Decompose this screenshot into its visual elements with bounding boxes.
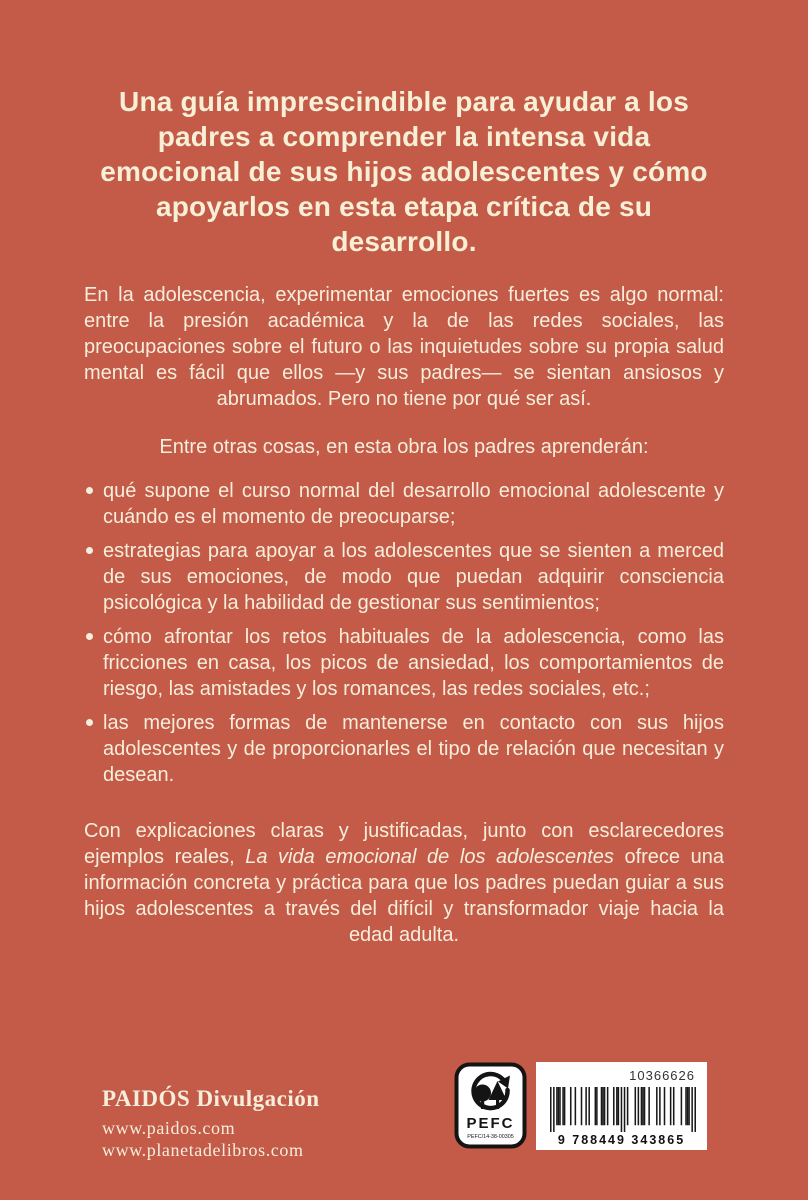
- publisher-logo: PAIDÓS Divulgación: [102, 1086, 320, 1111]
- bullet-item: [84, 538, 724, 616]
- bullet-list: [84, 478, 724, 788]
- pefc-code: PEFC/14-38-00305: [467, 1134, 514, 1140]
- bullet-item: [84, 710, 724, 788]
- publisher-url-1: www.paidos.com: [102, 1118, 236, 1138]
- barcode-product-code: 10366626: [629, 1068, 695, 1083]
- closing-before: Con explicaciones claras y justificadas, junto con esclarecedores ejemplos reales,: [84, 820, 724, 868]
- cover-text-block: [84, 0, 724, 948]
- bullet-icon: [86, 633, 93, 640]
- lead-line: Entre otras cosas, en esta obra los padres aprenderán:: [159, 436, 649, 458]
- bullet-icon: [86, 487, 93, 494]
- bullet-item: [84, 624, 724, 702]
- bullet-text: qué supone el curso normal del desarrollo emocional adolescente y cuándo es el momento de preocuparse;: [103, 480, 724, 528]
- pefc-label: PEFC: [466, 1115, 515, 1132]
- bullet-item: [84, 478, 724, 530]
- barcode-bars-icon: [550, 1087, 696, 1132]
- closing-paragraph: [84, 818, 724, 948]
- headline: Una guía imprescindible para ayudar a los padres a comprender la intensa vida emocional de sus hijos adolescentes y cómo apoyarlos en esta etapa crítica de su desarrollo.: [100, 86, 708, 257]
- closing-after: ofrece una información concreta y práctica para que los padres puedan guiar a sus hijos adolescentes a través del difícil y transformador viaje hacia la edad adulta.: [84, 846, 724, 946]
- publisher-url-2: www.planetadelibros.com: [102, 1140, 304, 1160]
- intro-paragraph: En la adolescencia, experimentar emociones fuertes es algo normal: entre la presión académica y la de las redes sociales, las preocupaciones sobre el futuro o las inquietudes sobre su propia salud mental es fácil que ellos —y sus padres— se sientan ansiosos y abrumados. Pero no tiene por qué ser así.: [84, 284, 724, 410]
- bullet-icon: [86, 719, 93, 726]
- bullet-text: cómo afrontar los retos habituales de la adolescencia, como las fricciones en casa, los picos de ansiedad, los comportamientos de riesgo, las amistades y los romances, las redes sociales, etc.;: [103, 626, 724, 700]
- barcode: [536, 1062, 707, 1150]
- bullet-text: estrategias para apoyar a los adolescentes que se sienten a merced de sus emociones, de modo que puedan adquirir consciencia psicológica y la habilidad de gestionar sus sentimientos;: [103, 540, 724, 614]
- barcode-isbn-digits: 9 788449 343865: [557, 1133, 686, 1147]
- pefc-logo-icon: [454, 1062, 527, 1149]
- book-title-italic: La vida emocional de los adolescentes: [245, 846, 614, 868]
- bullet-icon: [86, 547, 93, 554]
- bullet-text: las mejores formas de mantenerse en contacto con sus hijos adolescentes y de proporcionarles el tipo de relación que necesitan y desean.: [103, 712, 724, 786]
- publisher-imprint: [102, 1086, 320, 1161]
